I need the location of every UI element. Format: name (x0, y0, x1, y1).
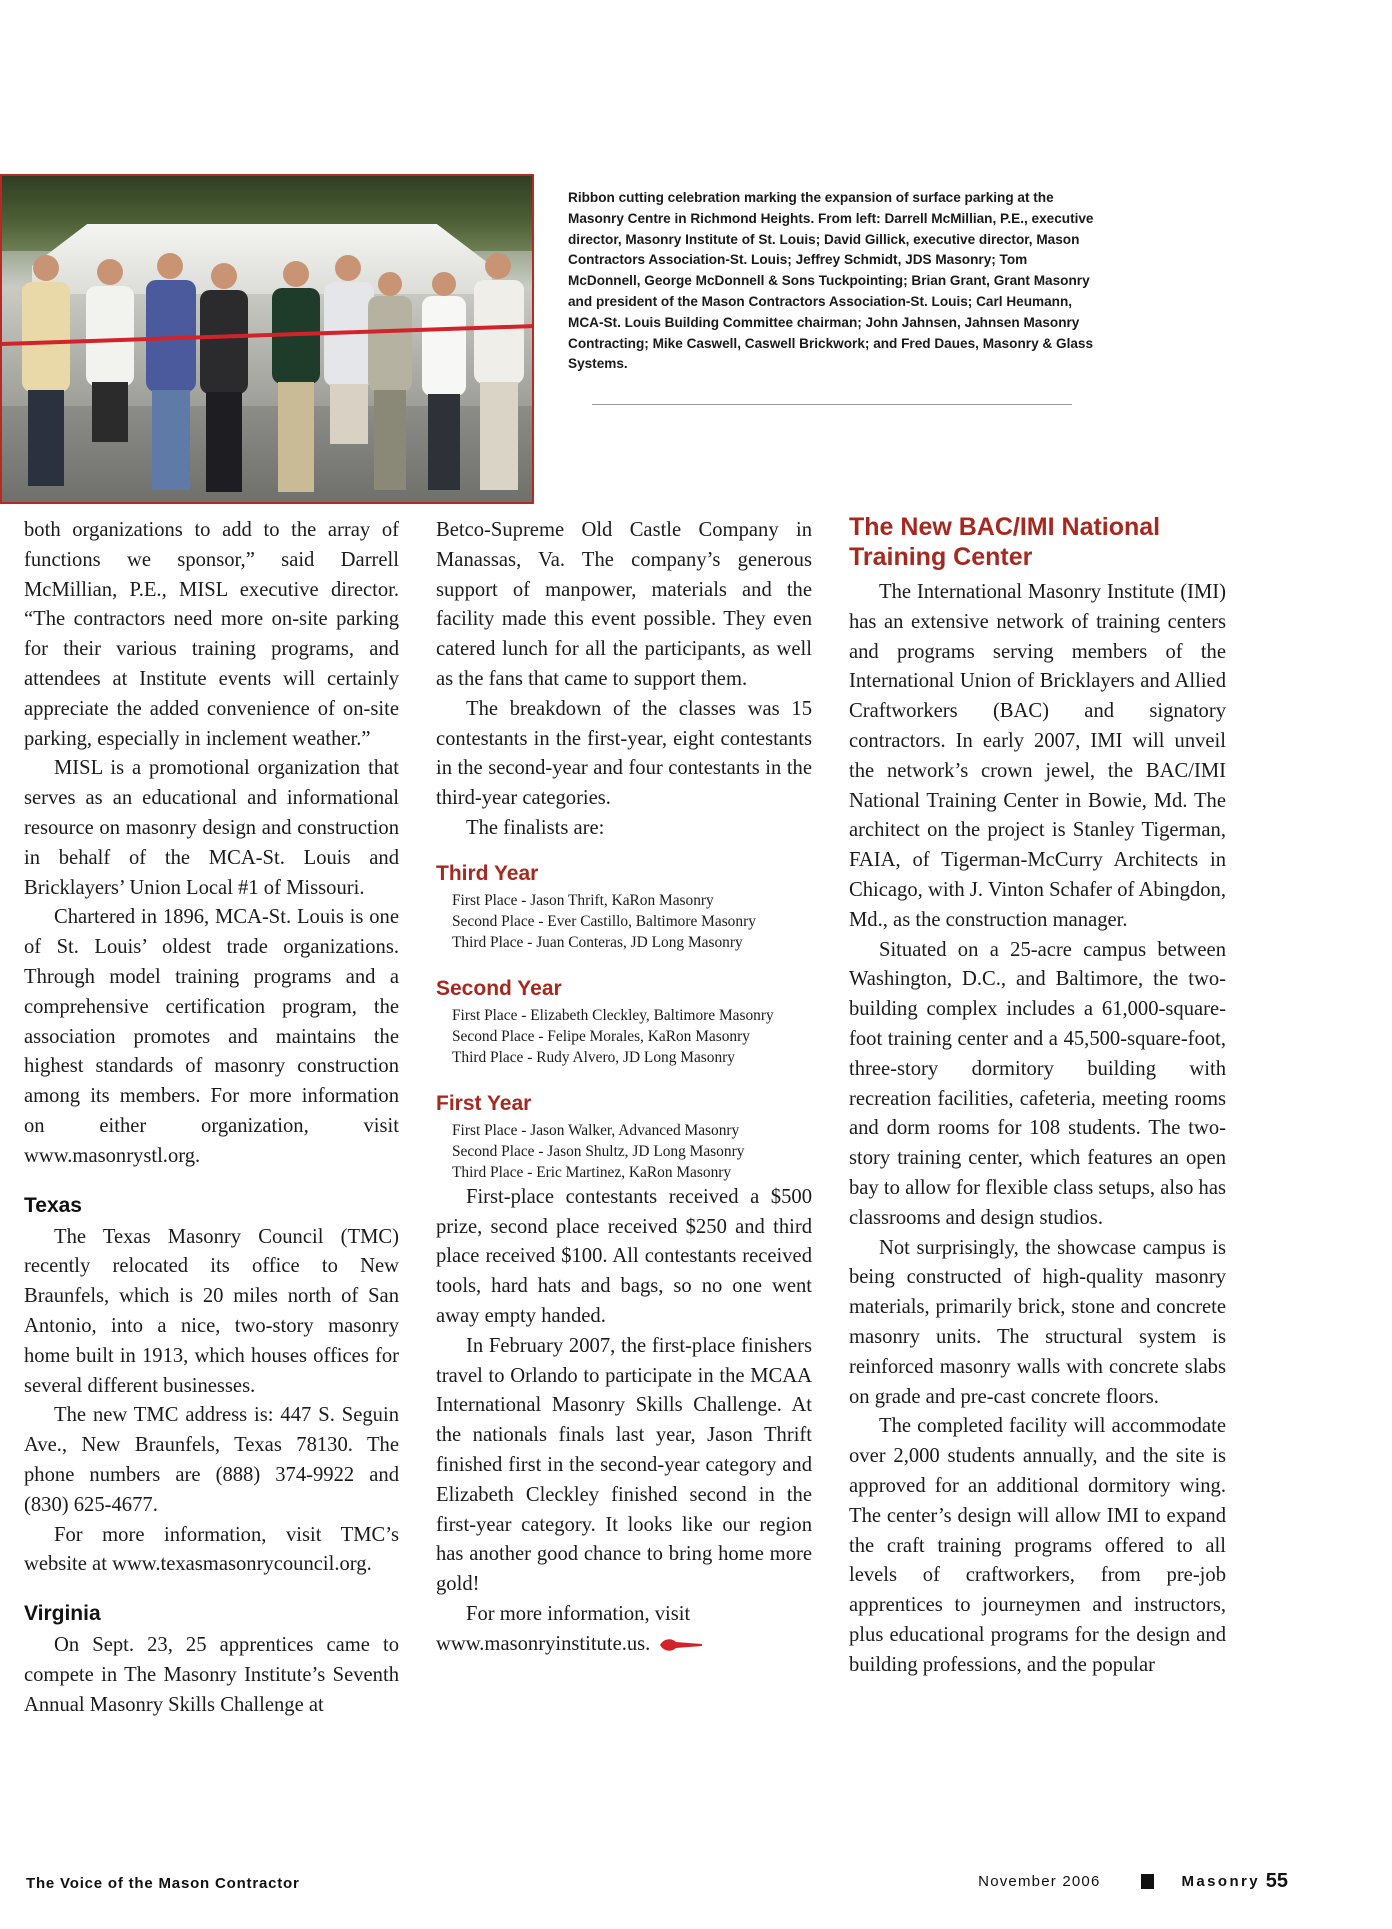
ribbon-cutting-photo (0, 174, 534, 504)
winner-line: First Place - Jason Walker, Advanced Masonry (452, 1121, 740, 1139)
col2-paragraph: First-place contestants received a $500 prize, second place received $250 and third place received $100. All contestants received tools, hard hats and bags, so no one went away empty handed. (436, 1185, 812, 1327)
winner-line: Second Place - Ever Castillo, Baltimore Masonry (452, 912, 756, 930)
end-of-article-icon (658, 1637, 704, 1653)
column-3 (849, 513, 1226, 1680)
caption-divider (592, 404, 1072, 405)
col1-paragraph: The Texas Masonry Council (TMC) recently relocated its office to New Braunfels, which is 20 miles north of San Antonio, into a nice, two-story masonry home built in 1913, which houses offices for several different businesses. (24, 1225, 399, 1397)
second-year-winners (436, 1005, 812, 1068)
footer-tagline: The Voice of the Mason Contractor (26, 1875, 300, 1892)
col3-paragraph: The International Masonry Institute (IMI) has an extensive network of training centers and programs serving members of the International Union of Bricklayers and Allied Craftworkers (BAC) and signatory contractors. In early 2007, IMI will unveil the network’s crown jewel, the BAC/IMI National Training Center in Bowie, Md. The architect on the project is Stanley Tigerman, FAIA, of Tigerman-McCurry Architects in Chicago, with J. Vinton Schafer of Abingdon, Md., as the construction manager. (849, 581, 1226, 931)
photo-caption: Ribbon cutting celebration marking the expansion of surface parking at the Masonry Centre in Richmond Heights. From left: Darrell McMillian, P.E., executive director, Masonry Institute of St. Louis; David Gillick, executive director, Mason Contractors Association-St. Louis; Jeffrey Schmidt, JDS Masonry; Tom McDonnell, George McDonnell & Sons Tuckpointing; Brian Grant, Grant Masonry and president of the Mason Contractors Association-St. Louis; Carl Heumann, MCA-St. Louis Building Committee chairman; John Jahnsen, Jahnsen Masonry Contracting; Mike Caswell, Caswell Brickwork; and Fred Daues, Masonry & Glass Systems. (568, 190, 1094, 372)
winner-line: Third Place - Eric Martinez, KaRon Masonry (452, 1163, 732, 1181)
second-year-heading: Second Year (436, 976, 562, 1000)
col2-paragraph: In February 2007, the first-place finishers travel to Orlando to participate in the MCAA International Masonry Skills Challenge. At the nationals finals last year, Jason Thrift finished first in the second-year category and Elizabeth Cleckley finished second in the first-year category. It looks like our region has another good chance to bring home more gold! (436, 1334, 812, 1596)
col2-paragraph: For more information, visit www.masonryinstitute.us. (436, 1602, 691, 1655)
footer-magazine: Masonry (1181, 1873, 1260, 1890)
first-year-heading: First Year (436, 1091, 532, 1115)
texas-heading: Texas (24, 1193, 82, 1217)
winner-line: First Place - Jason Thrift, KaRon Masonry (452, 891, 714, 909)
col2-paragraph: The breakdown of the classes was 15 contestants in the first-year, eight contestants in the second-year and four contestants in the third-year categories. (436, 697, 812, 810)
winner-line: Third Place - Rudy Alvero, JD Long Masonry (452, 1048, 735, 1066)
col3-paragraph: Not surprisingly, the showcase campus is being constructed of high-quality masonry materials, primarily brick, stone and concrete masonry units. The structural system is reinforced masonry walls with concrete slabs on grade and pre-cast concrete floors. (849, 1236, 1226, 1408)
winner-line: Third Place - Juan Conteras, JD Long Masonry (452, 933, 743, 951)
col1-paragraph: The new TMC address is: 447 S. Seguin Ave., New Braunfels, Texas 78130. The phone numbers are (888) 374-9922 and (830) 625-4677. (24, 1404, 399, 1516)
footer-info (978, 1873, 1260, 1890)
col3-paragraph: Situated on a 25-acre campus between Washington, D.C., and Baltimore, the two-building complex includes a 61,000-square-foot training center and a 45,500-square-foot, three-story dormitory building with recreation facilities, cafeteria, meeting rooms and dorm rooms for 108 students. The two-story training center, which features an open bay to allow for flexible class setups, also has classrooms and design studios. (849, 938, 1226, 1229)
page-number: 55 (1265, 1870, 1288, 1892)
col2-paragraph: Betco-Supreme Old Castle Company in Manassas, Va. The company’s generous support of manpower, materials and the facility made this event possible. They even catered lunch for all the participants, as well as the fans that came to support them. (436, 519, 812, 690)
virginia-heading: Virginia (24, 1602, 101, 1626)
winner-line: First Place - Elizabeth Cleckley, Baltimore Masonry (452, 1006, 774, 1024)
col1-paragraph: MISL is a promotional organization that serves as an educational and informational resource on masonry design and construction in behalf of the MCA-St. Louis and Bricklayers’ Union Local #1 of Missouri. (24, 757, 399, 899)
third-year-winners (436, 890, 812, 953)
column-1 (24, 516, 399, 1720)
photo-people (2, 176, 534, 504)
first-year-winners (436, 1120, 812, 1183)
third-year-heading: Third Year (436, 861, 539, 885)
col1-paragraph: On Sept. 23, 25 apprentices came to compete in The Masonry Institute’s Seventh Annual Masonry Skills Challenge at (24, 1634, 399, 1716)
col3-paragraph: The completed facility will accommodate over 2,000 students annually, and the site is approved for an additional dormitory wing. The center’s design will allow IMI to expand the craft training programs offered to all levels of craftworkers, from pre-job apprentices to journeymen and instructors, plus educational programs for the design and building professions, and the popular (849, 1415, 1226, 1676)
col2-paragraph: The finalists are: (466, 816, 605, 839)
winner-line: Second Place - Felipe Morales, KaRon Masonry (452, 1027, 750, 1045)
footer-date: November 2006 (978, 1873, 1101, 1890)
footer-square-icon (1141, 1874, 1154, 1889)
col1-paragraph: both organizations to add to the array of functions we sponsor,” said Darrell McMillian, P.E., MISL executive director. “The contractors need more on-site parking for their various training programs, and attendees at Institute events will certainly appreciate the added convenience of on-site parking, especially in inclement weather.” (24, 519, 399, 750)
col1-paragraph: For more information, visit TMC’s website at www.texasmasonrycouncil.org. (24, 1523, 399, 1576)
column-2 (436, 516, 812, 1660)
winner-line: Second Place - Jason Shultz, JD Long Masonry (452, 1142, 745, 1160)
col1-paragraph: Chartered in 1896, MCA-St. Louis is one of St. Louis’ oldest trade organizations. Through model training programs and a comprehensive certification program, the association promotes and maintains the highest standards of masonry construction among its members. For more information on either organization, visit www.masonrystl.org. (24, 906, 399, 1167)
bac-imi-heading: The New BAC/IMI National Training Center (849, 513, 1161, 571)
